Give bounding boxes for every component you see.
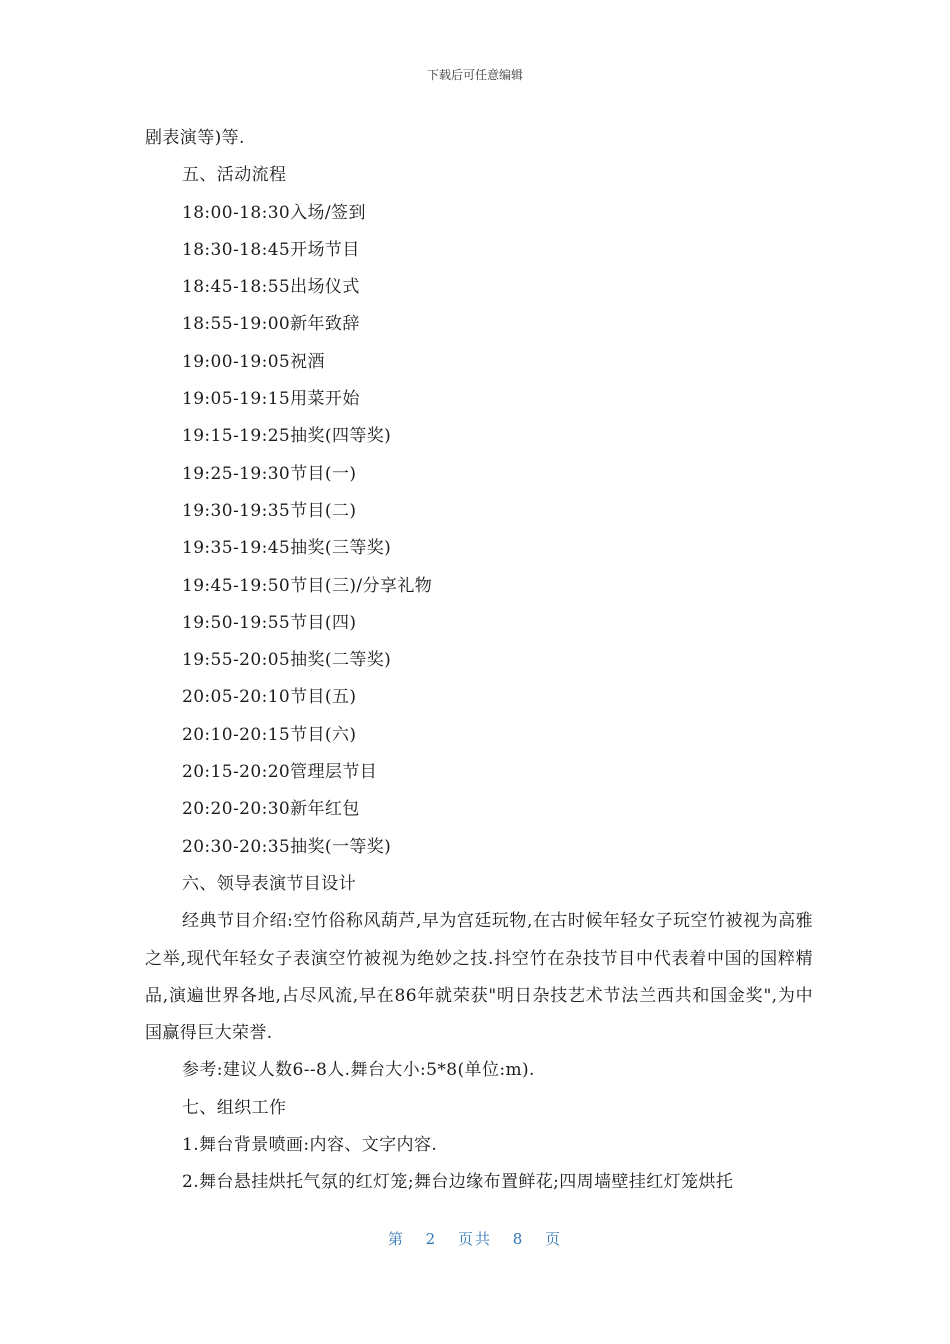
schedule-item: 20:10-20:15节目(六) bbox=[182, 724, 357, 745]
section-7-heading: 七、组织工作 bbox=[182, 1097, 287, 1118]
schedule-item: 18:45-18:55出场仪式 bbox=[182, 277, 360, 298]
reference-line: 参考:建议人数6--8人.舞台大小:5*8(单位:m). bbox=[182, 1060, 535, 1081]
schedule-item: 19:45-19:50节目(三)/分享礼物 bbox=[182, 575, 433, 596]
schedule-item: 19:30-19:35节目(二) bbox=[182, 500, 357, 521]
page-header: 下载后可任意编辑 bbox=[426, 68, 523, 82]
schedule-item: 20:05-20:10节目(五) bbox=[182, 687, 357, 708]
list-item: 2.舞台悬挂烘托气氛的红灯笼;舞台边缘布置鲜花;四周墙壁挂红灯笼烘托 bbox=[182, 1172, 734, 1193]
text-line-continuation: 剧表演等)等. bbox=[145, 128, 245, 148]
schedule-item: 19:25-19:30节目(一) bbox=[182, 463, 357, 484]
schedule-item: 18:30-18:45开场节目 bbox=[182, 239, 360, 260]
schedule-item: 20:15-20:20管理层节目 bbox=[182, 762, 378, 783]
document-body bbox=[145, 120, 813, 1202]
schedule-item: 19:15-19:25抽奖(四等奖) bbox=[182, 426, 392, 447]
section-6-heading: 六、领导表演节目设计 bbox=[182, 873, 356, 894]
schedule-item: 19:05-19:15用菜开始 bbox=[182, 389, 360, 410]
schedule-item: 20:30-20:35抽奖(一等奖) bbox=[182, 836, 392, 857]
schedule-item: 19:50-19:55节目(四) bbox=[182, 612, 357, 633]
schedule-item: 18:00-18:30入场/签到 bbox=[182, 202, 366, 223]
schedule-item: 19:55-20:05抽奖(二等奖) bbox=[182, 650, 392, 671]
schedule-item: 19:35-19:45抽奖(三等奖) bbox=[182, 538, 392, 559]
schedule-item: 20:20-20:30新年红包 bbox=[182, 799, 360, 820]
page-number-footer: 第 2 页共 8 页 bbox=[387, 1230, 563, 1248]
list-item: 1.舞台背景喷画:内容、文字内容. bbox=[182, 1135, 438, 1156]
schedule-item: 19:00-19:05祝酒 bbox=[182, 351, 325, 372]
section-5-heading: 五、活动流程 bbox=[182, 165, 287, 186]
intro-paragraph: 经典节目介绍:空竹俗称风葫芦,早为宫廷玩物,在古时候年轻女子玩空竹被视为高雅之举,现代年轻女子表演空竹被视为绝妙之技.抖空竹在杂技节目中代表着中国的国粹精品,演遍世界各地,占尽风流,早在86年就荣获"明日杂技艺术节法兰西共和国金奖",为中国赢得巨大荣誉. bbox=[145, 911, 813, 1044]
schedule-item: 18:55-19:00新年致辞 bbox=[182, 314, 360, 335]
